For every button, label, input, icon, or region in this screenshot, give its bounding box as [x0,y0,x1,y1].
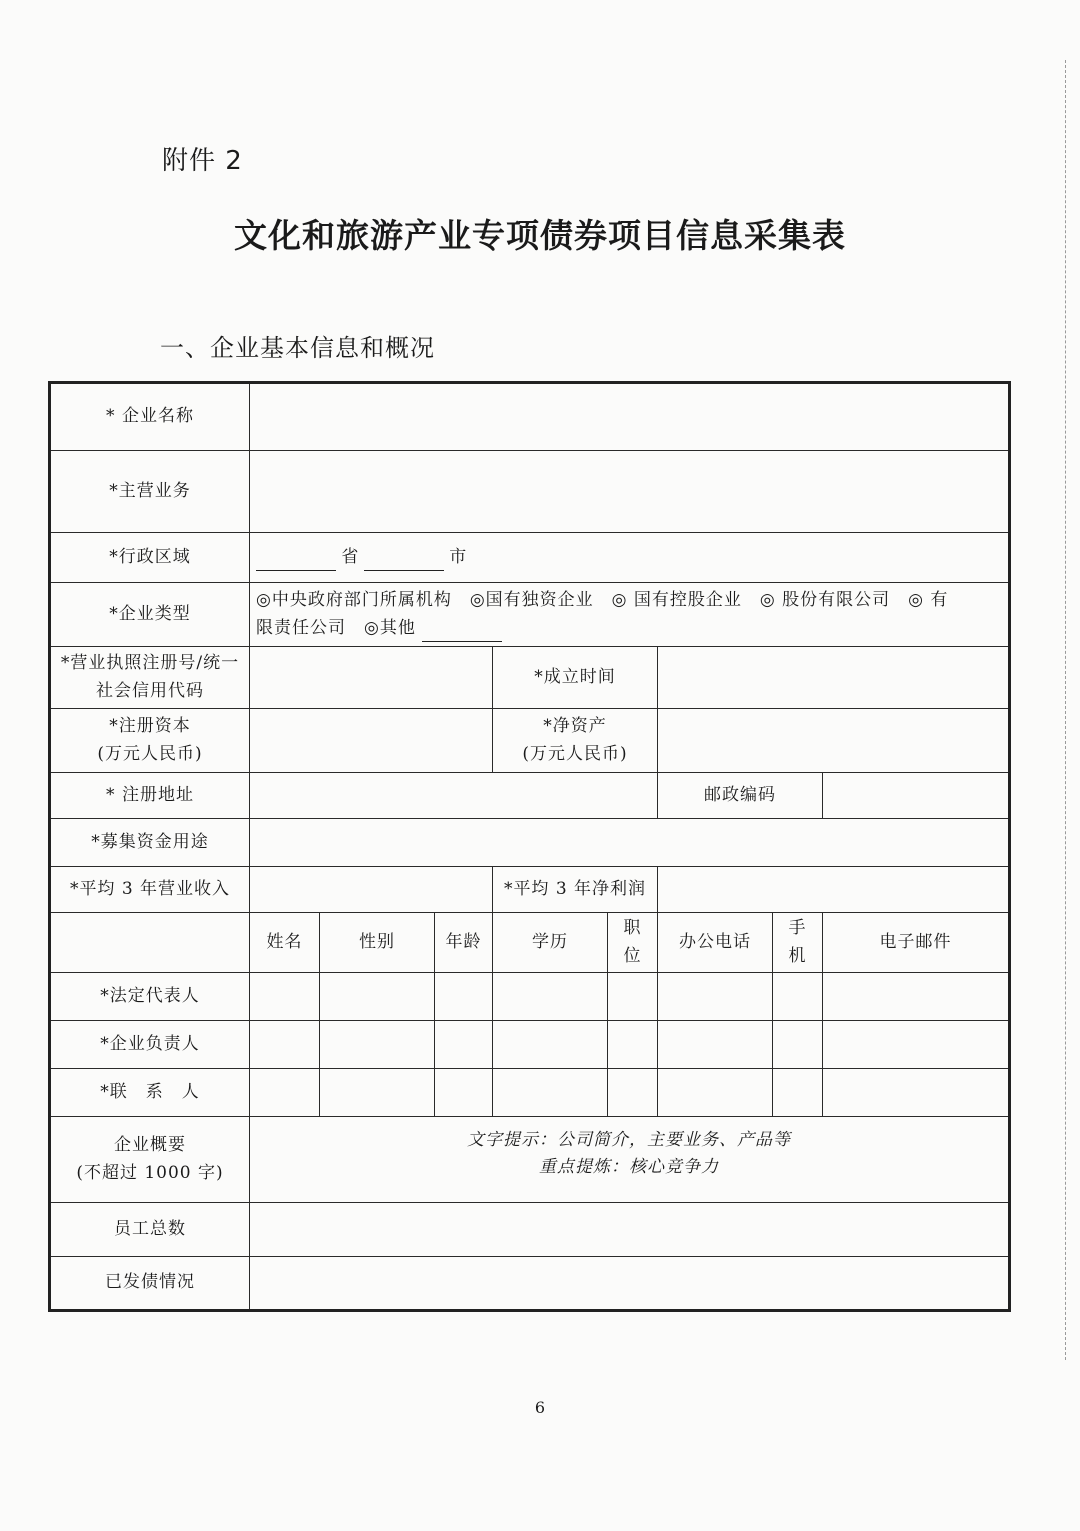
overview-text: 企业概要 [114,1135,186,1156]
contact-education[interactable] [493,1069,608,1117]
header-email: 电子邮件 [823,913,1010,973]
avg-revenue-field[interactable] [250,867,493,913]
province-label: 省 [341,546,359,567]
company-name-field[interactable] [250,383,1010,451]
person-header-blank [50,913,250,973]
legal-rep-age[interactable] [435,973,493,1021]
postcode-field[interactable] [823,773,1010,819]
section-heading: 一、企业基本信息和概况 [160,334,435,362]
row-person-headers [50,913,1010,973]
city-label: 市 [449,546,467,567]
net-assets-field[interactable] [658,709,1010,773]
contact-office-phone[interactable] [658,1069,773,1117]
license-field[interactable] [250,647,493,709]
company-head-mobile[interactable] [773,1021,823,1069]
license-label: *营业执照注册号/统一社会信用代码 [50,647,250,709]
overview-field[interactable] [250,1117,1010,1203]
header-name: 姓名 [250,913,320,973]
legal-rep-label: *法定代表人 [50,973,250,1021]
row-fund-use [50,819,1010,867]
overview-limit: (不超过 1000 字) [76,1162,224,1183]
header-gender: 性别 [320,913,435,973]
overview-label [50,1117,250,1203]
net-assets-unit: (万元人民币) [522,743,628,764]
header-mobile: 手机 [773,913,823,973]
contact-mobile[interactable] [773,1069,823,1117]
company-head-gender[interactable] [320,1021,435,1069]
contact-position[interactable] [608,1069,658,1117]
row-capital [50,709,1010,773]
net-assets-label [493,709,658,773]
bonds-issued-field[interactable] [250,1257,1010,1311]
avg-profit-field[interactable] [658,867,1010,913]
company-type-line2[interactable]: 限责任公司 ◎其他 [256,617,416,638]
legal-rep-email[interactable] [823,973,1010,1021]
company-head-email[interactable] [823,1021,1010,1069]
contact-label: *联 系 人 [50,1069,250,1117]
reg-capital-field[interactable] [250,709,493,773]
reg-address-label: * 注册地址 [50,773,250,819]
contact-name[interactable] [250,1069,320,1117]
header-position: 职位 [608,913,658,973]
company-head-age[interactable] [435,1021,493,1069]
legal-rep-education[interactable] [493,973,608,1021]
contact-gender[interactable] [320,1069,435,1117]
company-type-line1[interactable]: ◎中央政府部门所属机构 ◎国有独资企业 ◎ 国有控股企业 ◎ 股份有限公司 ◎ 有 [256,590,949,611]
row-company-type [50,583,1010,647]
reg-capital-text: *注册资本 [109,716,191,737]
legal-rep-gender[interactable] [320,973,435,1021]
company-type-label: *企业类型 [50,583,250,647]
row-address [50,773,1010,819]
contact-email[interactable] [823,1069,1010,1117]
row-employees [50,1203,1010,1257]
page-number: 6 [534,1398,546,1417]
fund-use-label: *募集资金用途 [50,819,250,867]
reg-address-field[interactable] [250,773,658,819]
company-head-education[interactable] [493,1021,608,1069]
fund-use-field[interactable] [250,819,1010,867]
row-company-head [50,1021,1010,1069]
contact-age[interactable] [435,1069,493,1117]
page-title: 文化和旅游产业专项债券项目信息采集表 [234,216,846,255]
avg-revenue-label: *平均 3 年营业收入 [50,867,250,913]
row-main-business [50,451,1010,533]
region-label: *行政区域 [50,533,250,583]
info-collection-form [48,381,1011,1312]
reg-capital-label [50,709,250,773]
row-overview [50,1117,1010,1203]
region-field[interactable] [250,533,1010,583]
company-head-label: *企业负责人 [50,1021,250,1069]
row-contact [50,1069,1010,1117]
company-head-name[interactable] [250,1021,320,1069]
postcode-label: 邮政编码 [658,773,823,819]
legal-rep-office-phone[interactable] [658,973,773,1021]
main-business-field[interactable] [250,451,1010,533]
legal-rep-position[interactable] [608,973,658,1021]
attachment-label: 附件 2 [162,146,243,176]
employees-field[interactable] [250,1203,1010,1257]
row-bonds [50,1257,1010,1311]
company-name-label: * 企业名称 [50,383,250,451]
founded-field[interactable] [658,647,1010,709]
row-company-name [50,383,1010,451]
other-type-blank[interactable] [422,623,502,642]
header-age: 年龄 [435,913,493,973]
reg-capital-unit: (万元人民币) [97,743,203,764]
row-legal-rep [50,973,1010,1021]
legal-rep-name[interactable] [250,973,320,1021]
city-blank[interactable] [364,552,444,571]
overview-hint-2: 重点提炼：核心竞争力 [539,1157,719,1178]
row-finance [50,867,1010,913]
company-head-position[interactable] [608,1021,658,1069]
company-head-office-phone[interactable] [658,1021,773,1069]
province-blank[interactable] [256,552,336,571]
avg-profit-label: *平均 3 年净利润 [493,867,658,913]
bonds-issued-label: 已发债情况 [50,1257,250,1311]
overview-hint-1: 文字提示：公司简介，主要业务、产品等 [467,1130,791,1150]
net-assets-text: *净资产 [543,716,607,737]
row-license [50,647,1010,709]
employees-label: 员工总数 [50,1203,250,1257]
legal-rep-mobile[interactable] [773,973,823,1021]
header-education: 学历 [493,913,608,973]
founded-label: *成立时间 [493,647,658,709]
row-region [50,533,1010,583]
company-type-options[interactable] [250,583,1010,647]
header-office-phone: 办公电话 [658,913,773,973]
main-business-label: *主营业务 [50,451,250,533]
